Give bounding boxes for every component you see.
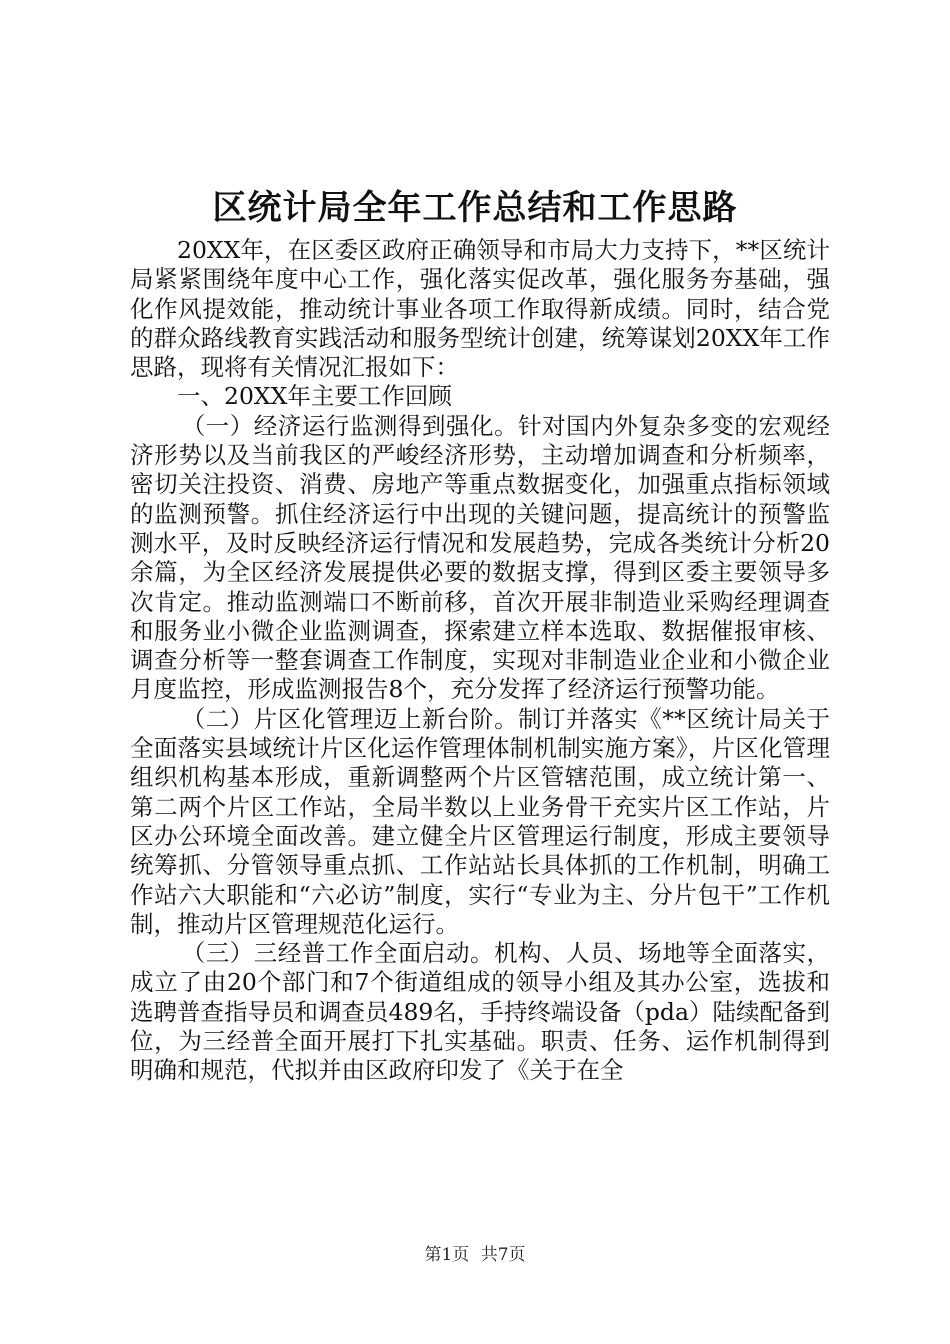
subsection-paragraph-1: （一）经济运行监测得到强化。针对国内外复杂多变的宏观经济形势以及当前我区的严峻经济形势，主动增加调查和分析频率，密切关注投资、消费、房地产等重点数据变化，加强重点指标领域的监测预警。抓住经济运行中出现的关键问题，提高统计的预警监测水平，及时反映经济运行情况和发展趋势，完成各类统计分析20余篇，为全区经济发展提供必要的数据支撑，得到区委主要领导多次肯定。推动监测端口不断前移，首次开展非制造业采购经理调查和服务业小微企业监测调查，探索建立样本选取、数据催报审核、调查分析等一整套调查工作制度，实现对非制造业企业和小微企业月度监控，形成监测报告8个，充分发挥了经济运行预警功能。 — [130, 411, 830, 704]
page-footer — [0, 1243, 950, 1267]
document-title: 区统计局全年工作总结和工作思路 — [212, 188, 738, 228]
section-heading: 一、20XX年主要工作回顾 — [177, 382, 452, 411]
document-body — [130, 236, 830, 1086]
page-number: 第1页 — [424, 1245, 470, 1265]
intro-paragraph: 20XX年，在区委区政府正确领导和市局大力支持下，**区统计局紧紧围绕年度中心工作，强化落实促改革，强化服务夯基础，强化作风提效能，推动统计事业各项工作取得新成绩。同时，结合党的群众路线教育实践活动和服务型统计创建，统筹谋划20XX年工作思路，现将有关情况汇报如下： — [130, 236, 830, 382]
subsection-paragraph-2: （二）片区化管理迈上新台阶。制订并落实《**区统计局关于全面落实县域统计片区化运作管理体制机制实施方案》，片区化管理组织机构基本形成，重新调整两个片区管辖范围，成立统计第一、第二两个片区工作站，全局半数以上业务骨干充实片区工作站，片区办公环境全面改善。建立健全片区管理运行制度，形成主要领导统筹抓、分管领导重点抓、工作站站长具体抓的工作机制，明确工作站六大职能和“六必访”制度，实行“专业为主、分片包干”工作机制，推动片区管理规范化运行。 — [130, 704, 830, 938]
subsection-paragraph-3: （三）三经普工作全面启动。机构、人员、场地等全面落实，成立了由20个部门和7个街道组成的领导小组及其办公室，选拔和选聘普查指导员和调查员489名，手持终端设备（pda）陆续配备到位，为三经普全面开展打下扎实基础。职责、任务、运作机制得到明确和规范，代拟并由区政府印发了《关于在全 — [130, 939, 830, 1085]
page-total: 共7页 — [480, 1245, 526, 1265]
